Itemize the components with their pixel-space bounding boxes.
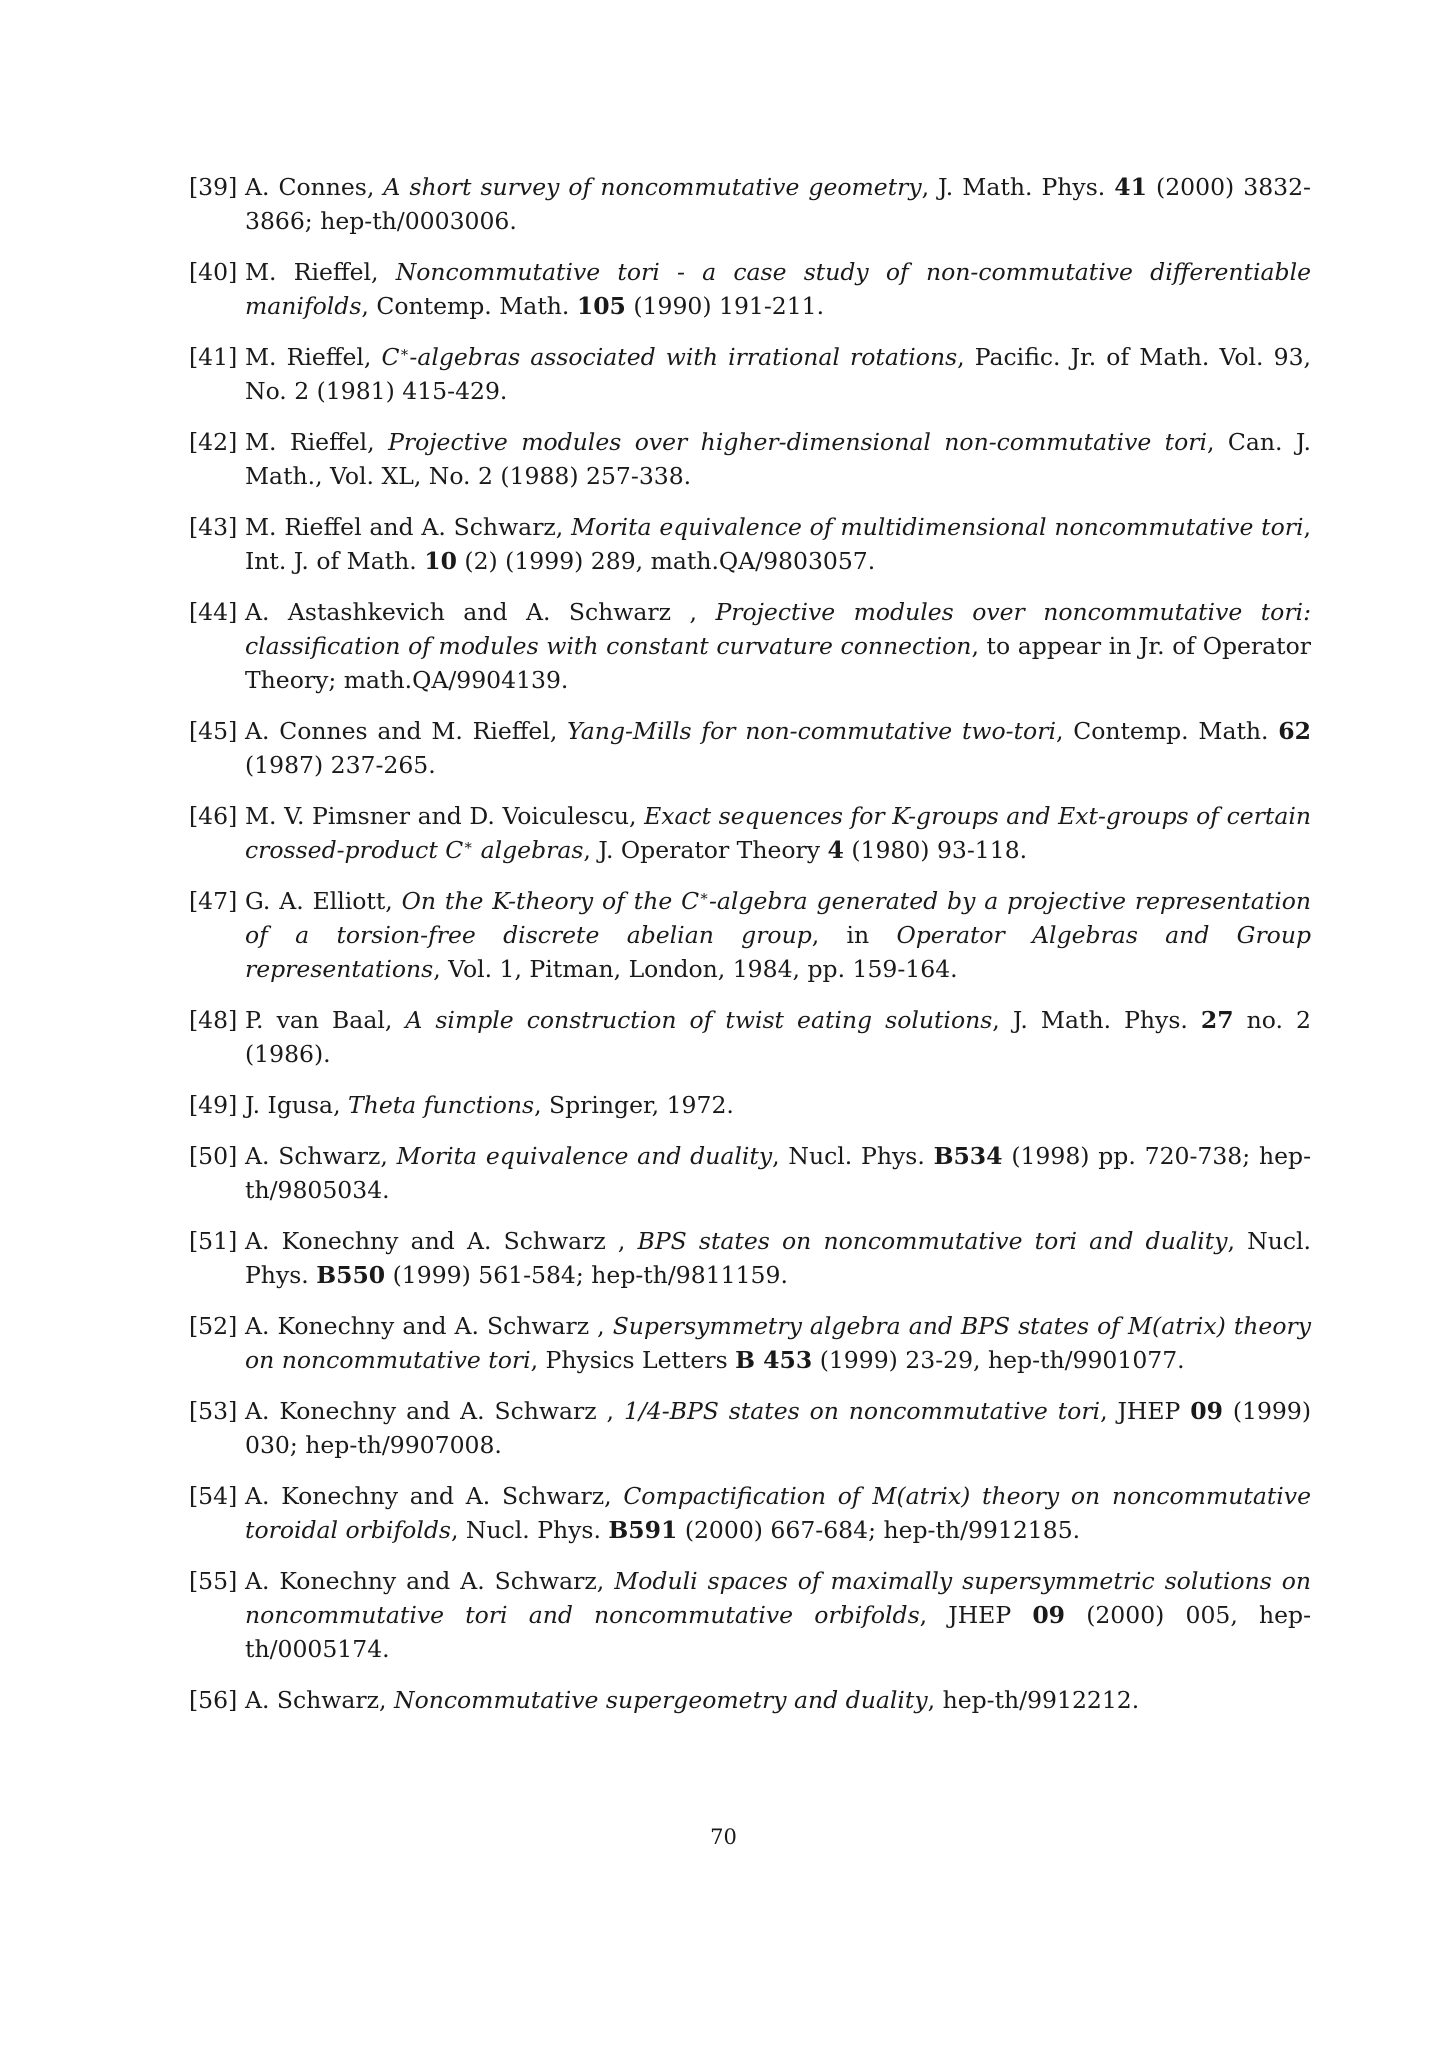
reference-plain-text: , Springer, 1972. bbox=[534, 1091, 734, 1119]
reference-plain-text: (2) (1999) 289, math.QA/9803057. bbox=[456, 547, 876, 575]
reference-title-text: A simple construction of twist eating solutions bbox=[405, 1006, 993, 1034]
reference-text bbox=[245, 1683, 1311, 1717]
reference-item bbox=[189, 1683, 1311, 1717]
reference-plain-text: , J. Math. Phys. bbox=[921, 173, 1115, 201]
reference-plain-text: , JHEP bbox=[1100, 1397, 1191, 1425]
reference-plain-text: A. Konechny and A. Schwarz, bbox=[245, 1482, 624, 1510]
reference-volume: 09 bbox=[1190, 1397, 1223, 1425]
reference-volume: B591 bbox=[608, 1516, 678, 1544]
reference-title-text: On the K-theory of the C bbox=[401, 887, 700, 915]
reference-item bbox=[189, 340, 1311, 408]
reference-volume: 10 bbox=[424, 547, 457, 575]
reference-plain-text: M. V. Pimsner and D. Voiculescu, bbox=[245, 802, 645, 830]
reference-plain-text: (2000) 3832-3866; hep-th/0003006. bbox=[245, 173, 1311, 235]
reference-item bbox=[189, 425, 1311, 493]
reference-text bbox=[245, 1139, 1311, 1207]
reference-plain-text: , J. Math. Phys. bbox=[992, 1006, 1201, 1034]
reference-item bbox=[189, 510, 1311, 578]
reference-plain-text: M. Rieffel, bbox=[245, 428, 389, 456]
reference-number: [53] bbox=[189, 1397, 238, 1425]
reference-plain-text: (1999) 561-584; hep-th/9811159. bbox=[385, 1261, 788, 1289]
reference-volume: B534 bbox=[933, 1142, 1003, 1170]
reference-number: [48] bbox=[189, 1006, 238, 1034]
reference-plain-text: , Nucl. Phys. bbox=[772, 1142, 934, 1170]
reference-volume: B 453 bbox=[735, 1346, 813, 1374]
reference-title-text: Exact sequences for K-groups and Ext-groups of certain crossed-product C bbox=[245, 802, 1311, 864]
reference-number: [49] bbox=[189, 1091, 238, 1119]
reference-plain-text: , Can. J. Math., Vol. XL, No. 2 (1988) 257-338. bbox=[245, 428, 1311, 490]
reference-volume: 27 bbox=[1200, 1006, 1234, 1034]
reference-number: [42] bbox=[189, 428, 238, 456]
reference-item bbox=[189, 1479, 1311, 1547]
reference-title-text: Operator Algebras and Group representations bbox=[245, 921, 1311, 983]
reference-number: [45] bbox=[189, 717, 238, 745]
reference-plain-text: (1980) 93-118. bbox=[843, 836, 1028, 864]
reference-title-text: 1/4-BPS states on noncommutative tori bbox=[623, 1397, 1101, 1425]
reference-plain-text: (1990) 191-211. bbox=[625, 292, 825, 320]
reference-plain-text: P. van Baal, bbox=[245, 1006, 406, 1034]
reference-plain-text: G. A. Elliott, bbox=[245, 887, 402, 915]
reference-text bbox=[245, 425, 1311, 493]
reference-plain-text: A. Konechny and A. Schwarz , bbox=[245, 1227, 638, 1255]
reference-plain-text: , Physics Letters bbox=[530, 1346, 736, 1374]
reference-plain-text: M. Rieffel, bbox=[245, 343, 382, 371]
reference-title-text: Morita equivalence and duality bbox=[396, 1142, 773, 1170]
reference-number: [55] bbox=[189, 1567, 238, 1595]
reference-item bbox=[189, 1394, 1311, 1462]
reference-item bbox=[189, 170, 1311, 238]
reference-text bbox=[245, 1088, 1311, 1122]
reference-volume: 41 bbox=[1114, 173, 1147, 201]
reference-number: [52] bbox=[189, 1312, 238, 1340]
reference-text bbox=[245, 884, 1311, 986]
reference-plain-text: A. Connes and M. Rieffel, bbox=[245, 717, 568, 745]
reference-number: [54] bbox=[189, 1482, 238, 1510]
reference-title-text: Morita equivalence of multidimensional noncommutative tori bbox=[571, 513, 1304, 541]
reference-plain-text: , to appear in Jr. of Operator Theory; math.QA/9904139. bbox=[245, 632, 1311, 694]
reference-item bbox=[189, 1309, 1311, 1377]
reference-plain-text: , Vol. 1, Pitman, London, 1984, pp. 159-164. bbox=[433, 955, 958, 983]
reference-plain-text: (1998) pp. 720-738; hep-th/9805034. bbox=[245, 1142, 1312, 1204]
superscript-star: ∗ bbox=[463, 837, 474, 854]
reference-plain-text: M. Rieffel and A. Schwarz, bbox=[245, 513, 572, 541]
reference-item bbox=[189, 714, 1311, 782]
reference-plain-text: A. Konechny and A. Schwarz , bbox=[245, 1312, 613, 1340]
reference-title-text: C bbox=[381, 343, 400, 371]
reference-text bbox=[245, 510, 1311, 578]
reference-plain-text: J. Igusa, bbox=[245, 1091, 349, 1119]
reference-item bbox=[189, 595, 1311, 697]
reference-plain-text: A. Schwarz, bbox=[245, 1686, 394, 1714]
reference-number: [39] bbox=[189, 173, 238, 201]
reference-plain-text: (1999) 030; hep-th/9907008. bbox=[245, 1397, 1311, 1459]
reference-title-text: Supersymmetry algebra and BPS states of M(atrix) theory on noncommutative tori bbox=[245, 1312, 1311, 1374]
reference-text bbox=[245, 1564, 1311, 1666]
reference-plain-text: , JHEP bbox=[919, 1601, 1033, 1629]
reference-title-text: Noncommutative tori - a case study of non-commutative differentiable manifolds bbox=[245, 258, 1311, 320]
reference-title-text: algebras bbox=[473, 836, 584, 864]
reference-item bbox=[189, 1139, 1311, 1207]
reference-text bbox=[245, 1003, 1311, 1071]
reference-volume: 09 bbox=[1032, 1601, 1066, 1629]
superscript-star: ∗ bbox=[699, 888, 709, 905]
reference-item bbox=[189, 1564, 1311, 1666]
reference-plain-text: , hep-th/9912212. bbox=[927, 1686, 1140, 1714]
reference-text bbox=[245, 1479, 1311, 1547]
reference-text bbox=[245, 255, 1311, 323]
page-number: 70 bbox=[710, 1825, 737, 1849]
reference-plain-text: , in bbox=[811, 921, 897, 949]
reference-number: [43] bbox=[189, 513, 238, 541]
reference-plain-text: , Contemp. Math. bbox=[361, 292, 577, 320]
reference-volume: B550 bbox=[316, 1261, 386, 1289]
reference-item bbox=[189, 1003, 1311, 1071]
reference-title-text: -algebras associated with irrational rotations bbox=[409, 343, 958, 371]
reference-plain-text: (2000) 005, hep-th/0005174. bbox=[245, 1601, 1312, 1663]
reference-text bbox=[245, 340, 1311, 408]
reference-plain-text: M. Rieffel, bbox=[245, 258, 396, 286]
reference-title-text: BPS states on noncommutative tori and duality bbox=[637, 1227, 1228, 1255]
reference-volume: 4 bbox=[827, 836, 844, 864]
reference-title-text: Compactification of M(atrix) theory on noncommutative toroidal orbifolds bbox=[245, 1482, 1311, 1544]
reference-text bbox=[245, 595, 1311, 697]
reference-plain-text: , Int. J. of Math. bbox=[245, 513, 1311, 575]
reference-number: [50] bbox=[189, 1142, 238, 1170]
reference-item bbox=[189, 1088, 1311, 1122]
reference-item bbox=[189, 799, 1311, 867]
reference-plain-text: no. 2 (1986). bbox=[245, 1006, 1311, 1068]
reference-text bbox=[245, 799, 1311, 867]
reference-volume: 105 bbox=[576, 292, 626, 320]
reference-plain-text: (1987) 237-265. bbox=[245, 751, 436, 779]
reference-title-text: Yang-Mills for non-commutative two-tori bbox=[567, 717, 1056, 745]
reference-plain-text: , Pacific. Jr. of Math. Vol. 93, No. 2 (1981) 415-429. bbox=[245, 343, 1311, 405]
reference-plain-text: A. Connes, bbox=[245, 173, 384, 201]
reference-number: [56] bbox=[189, 1686, 238, 1714]
reference-plain-text: , Nucl. Phys. bbox=[450, 1516, 609, 1544]
superscript-star: ∗ bbox=[399, 344, 410, 361]
reference-item bbox=[189, 255, 1311, 323]
reference-title-text: Moduli spaces of maximally supersymmetric solutions on noncommutative tori and noncommutative orbifolds bbox=[245, 1567, 1311, 1629]
reference-number: [44] bbox=[189, 598, 238, 626]
reference-plain-text: A. Konechny and A. Schwarz , bbox=[245, 1397, 624, 1425]
reference-title-text: Projective modules over noncommutative tori: classification of modules with constant curvature connection bbox=[245, 598, 1311, 660]
reference-plain-text: , Nucl. Phys. bbox=[245, 1227, 1311, 1289]
reference-text bbox=[245, 1224, 1311, 1292]
reference-plain-text: , Contemp. Math. bbox=[1055, 717, 1279, 745]
reference-plain-text: (1999) 23-29, hep-th/9901077. bbox=[812, 1346, 1185, 1374]
reference-number: [46] bbox=[189, 802, 238, 830]
reference-plain-text: A. Schwarz, bbox=[245, 1142, 397, 1170]
reference-text bbox=[245, 714, 1311, 782]
reference-item bbox=[189, 1224, 1311, 1292]
reference-text bbox=[245, 1309, 1311, 1377]
reference-text bbox=[245, 170, 1311, 238]
reference-plain-text: A. Konechny and A. Schwarz, bbox=[245, 1567, 615, 1595]
reference-item bbox=[189, 884, 1311, 986]
reference-list bbox=[189, 170, 1311, 1734]
reference-title-text: Projective modules over higher-dimensional non-commutative tori bbox=[388, 428, 1208, 456]
reference-title-text: -algebra generated by a projective representation of a torsion-free discrete abelian group bbox=[245, 887, 1311, 949]
reference-volume: 62 bbox=[1278, 717, 1311, 745]
reference-number: [41] bbox=[189, 343, 238, 371]
reference-title-text: Noncommutative supergeometry and duality bbox=[394, 1686, 928, 1714]
reference-number: [40] bbox=[189, 258, 238, 286]
reference-plain-text: , J. Operator Theory bbox=[583, 836, 828, 864]
reference-title-text: Theta functions bbox=[348, 1091, 535, 1119]
reference-text bbox=[245, 1394, 1311, 1462]
reference-number: [51] bbox=[189, 1227, 238, 1255]
reference-plain-text: A. Astashkevich and A. Schwarz , bbox=[245, 598, 716, 626]
reference-number: [47] bbox=[189, 887, 238, 915]
reference-title-text: A short survey of noncommutative geometry bbox=[383, 173, 922, 201]
reference-plain-text: (2000) 667-684; hep-th/9912185. bbox=[677, 1516, 1081, 1544]
